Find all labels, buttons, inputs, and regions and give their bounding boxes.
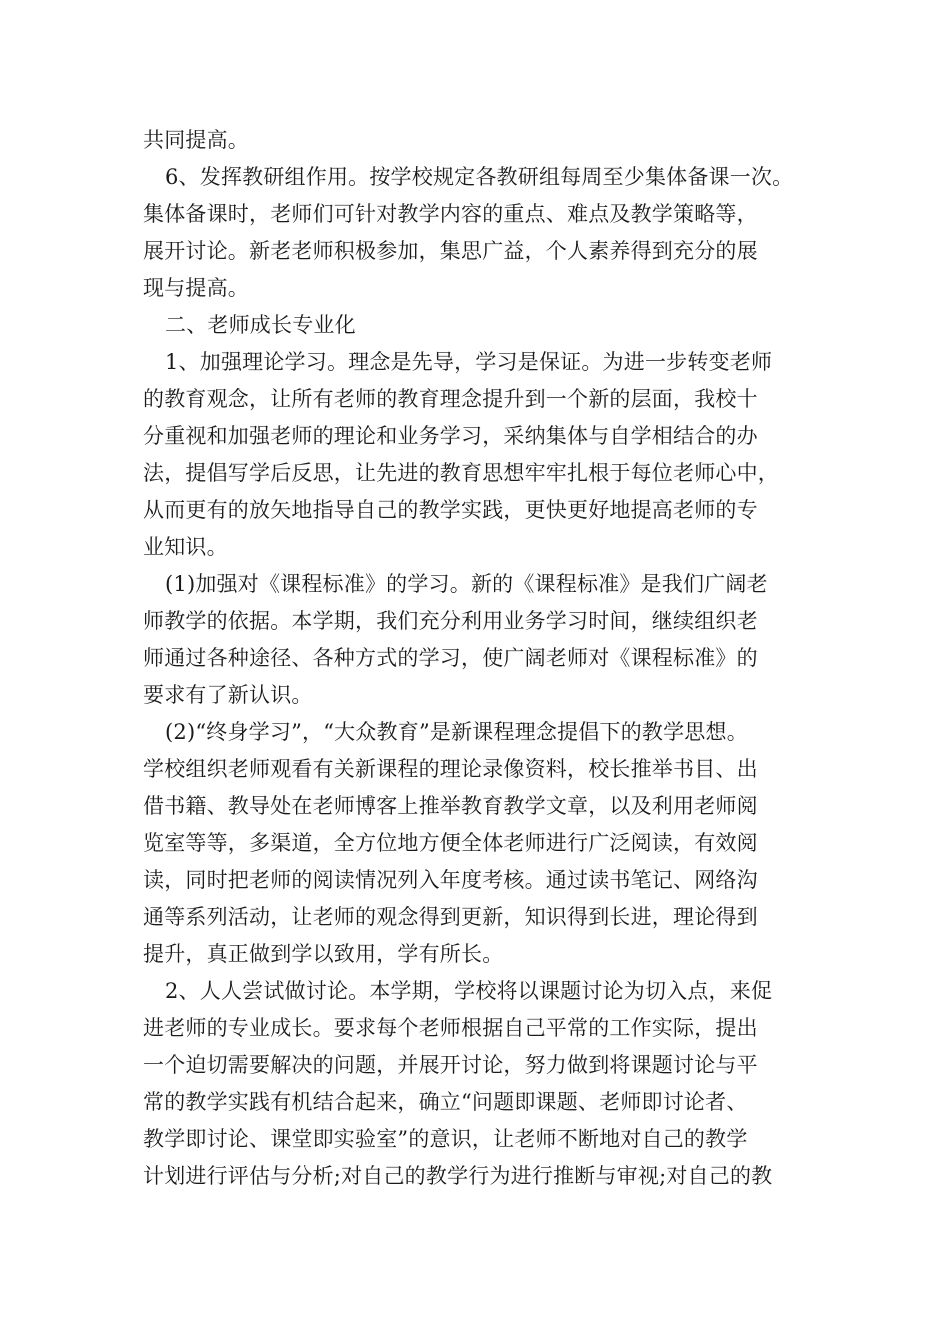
text-line: 业知识。	[143, 535, 228, 559]
text-line: 法，提倡写学后反思，让先进的教育思想牢牢扎根于每位老师心中，	[143, 461, 779, 485]
text-line: 计划进行评估与分析;对自己的教学行为进行推断与审视;对自己的教	[143, 1164, 773, 1188]
text-line: 教学即讨论、课堂即实验室”的意识，让老师不断地对自己的教学	[143, 1127, 748, 1151]
text-line: 共同提高。	[143, 128, 249, 152]
text-line: 学校组织老师观看有关新课程的理论录像资料，校长推举书目、出	[143, 757, 758, 781]
text-line: 常的教学实践有机结合起来，确立“问题即课题、老师即讨论者、	[143, 1090, 748, 1114]
text-line: 一个迫切需要解决的问题，并展开讨论，努力做到将课题讨论与平	[143, 1053, 758, 1077]
text-line: 览室等等，多渠道，全方位地方便全体老师进行广泛阅读，有效阅	[143, 831, 758, 855]
text-line: 提升，真正做到学以致用，学有所长。	[143, 942, 504, 966]
text-line: 进老师的专业成长。要求每个老师根据自己平常的工作实际，提出	[143, 1016, 758, 1040]
text-line: 借书籍、教导处在老师博客上推举教育教学文章，以及利用老师阅	[143, 794, 758, 818]
text-line: 师通过各种途径、各种方式的学习，使广阔老师对《课程标准》的	[143, 646, 758, 670]
text-line: 师教学的依据。本学期，我们充分利用业务学习时间，继续组织老	[143, 609, 758, 633]
paragraph-first-line: 6、发挥教研组作用。按学校规定各教研组每周至少集体备课一次。	[165, 165, 794, 189]
paragraph-first-line: (2)“终身学习”，“大众教育”是新课程理念提倡下的教学思想。	[165, 720, 748, 744]
section-heading: 二、老师成长专业化	[165, 313, 356, 337]
text-line: 要求有了新认识。	[143, 683, 313, 707]
text-line: 从而更有的放矢地指导自己的教学实践，更快更好地提高老师的专	[143, 498, 758, 522]
text-line: 集体备课时，老师们可针对教学内容的重点、难点及教学策略等，	[143, 202, 758, 226]
text-line: 读，同时把老师的阅读情况列入年度考核。通过读书笔记、网络沟	[143, 868, 758, 892]
text-line: 分重视和加强老师的理论和业务学习，采纳集体与自学相结合的办	[143, 424, 758, 448]
text-line: 展开讨论。新老老师积极参加，集思广益，个人素养得到充分的展	[143, 239, 758, 263]
paragraph-first-line: 1、加强理论学习。理念是先导，学习是保证。为进一步转变老师	[165, 350, 773, 374]
paragraph-first-line: 2、人人尝试做讨论。本学期，学校将以课题讨论为切入点，来促	[165, 979, 773, 1003]
text-line: 的教育观念，让所有老师的教育理念提升到一个新的层面，我校十	[143, 387, 758, 411]
text-line: 现与提高。	[143, 276, 249, 300]
text-line: 通等系列活动，让老师的观念得到更新，知识得到长进，理论得到	[143, 905, 758, 929]
paragraph-first-line: (1)加强对《课程标准》的学习。新的《课程标准》是我们广阔老	[165, 572, 768, 596]
